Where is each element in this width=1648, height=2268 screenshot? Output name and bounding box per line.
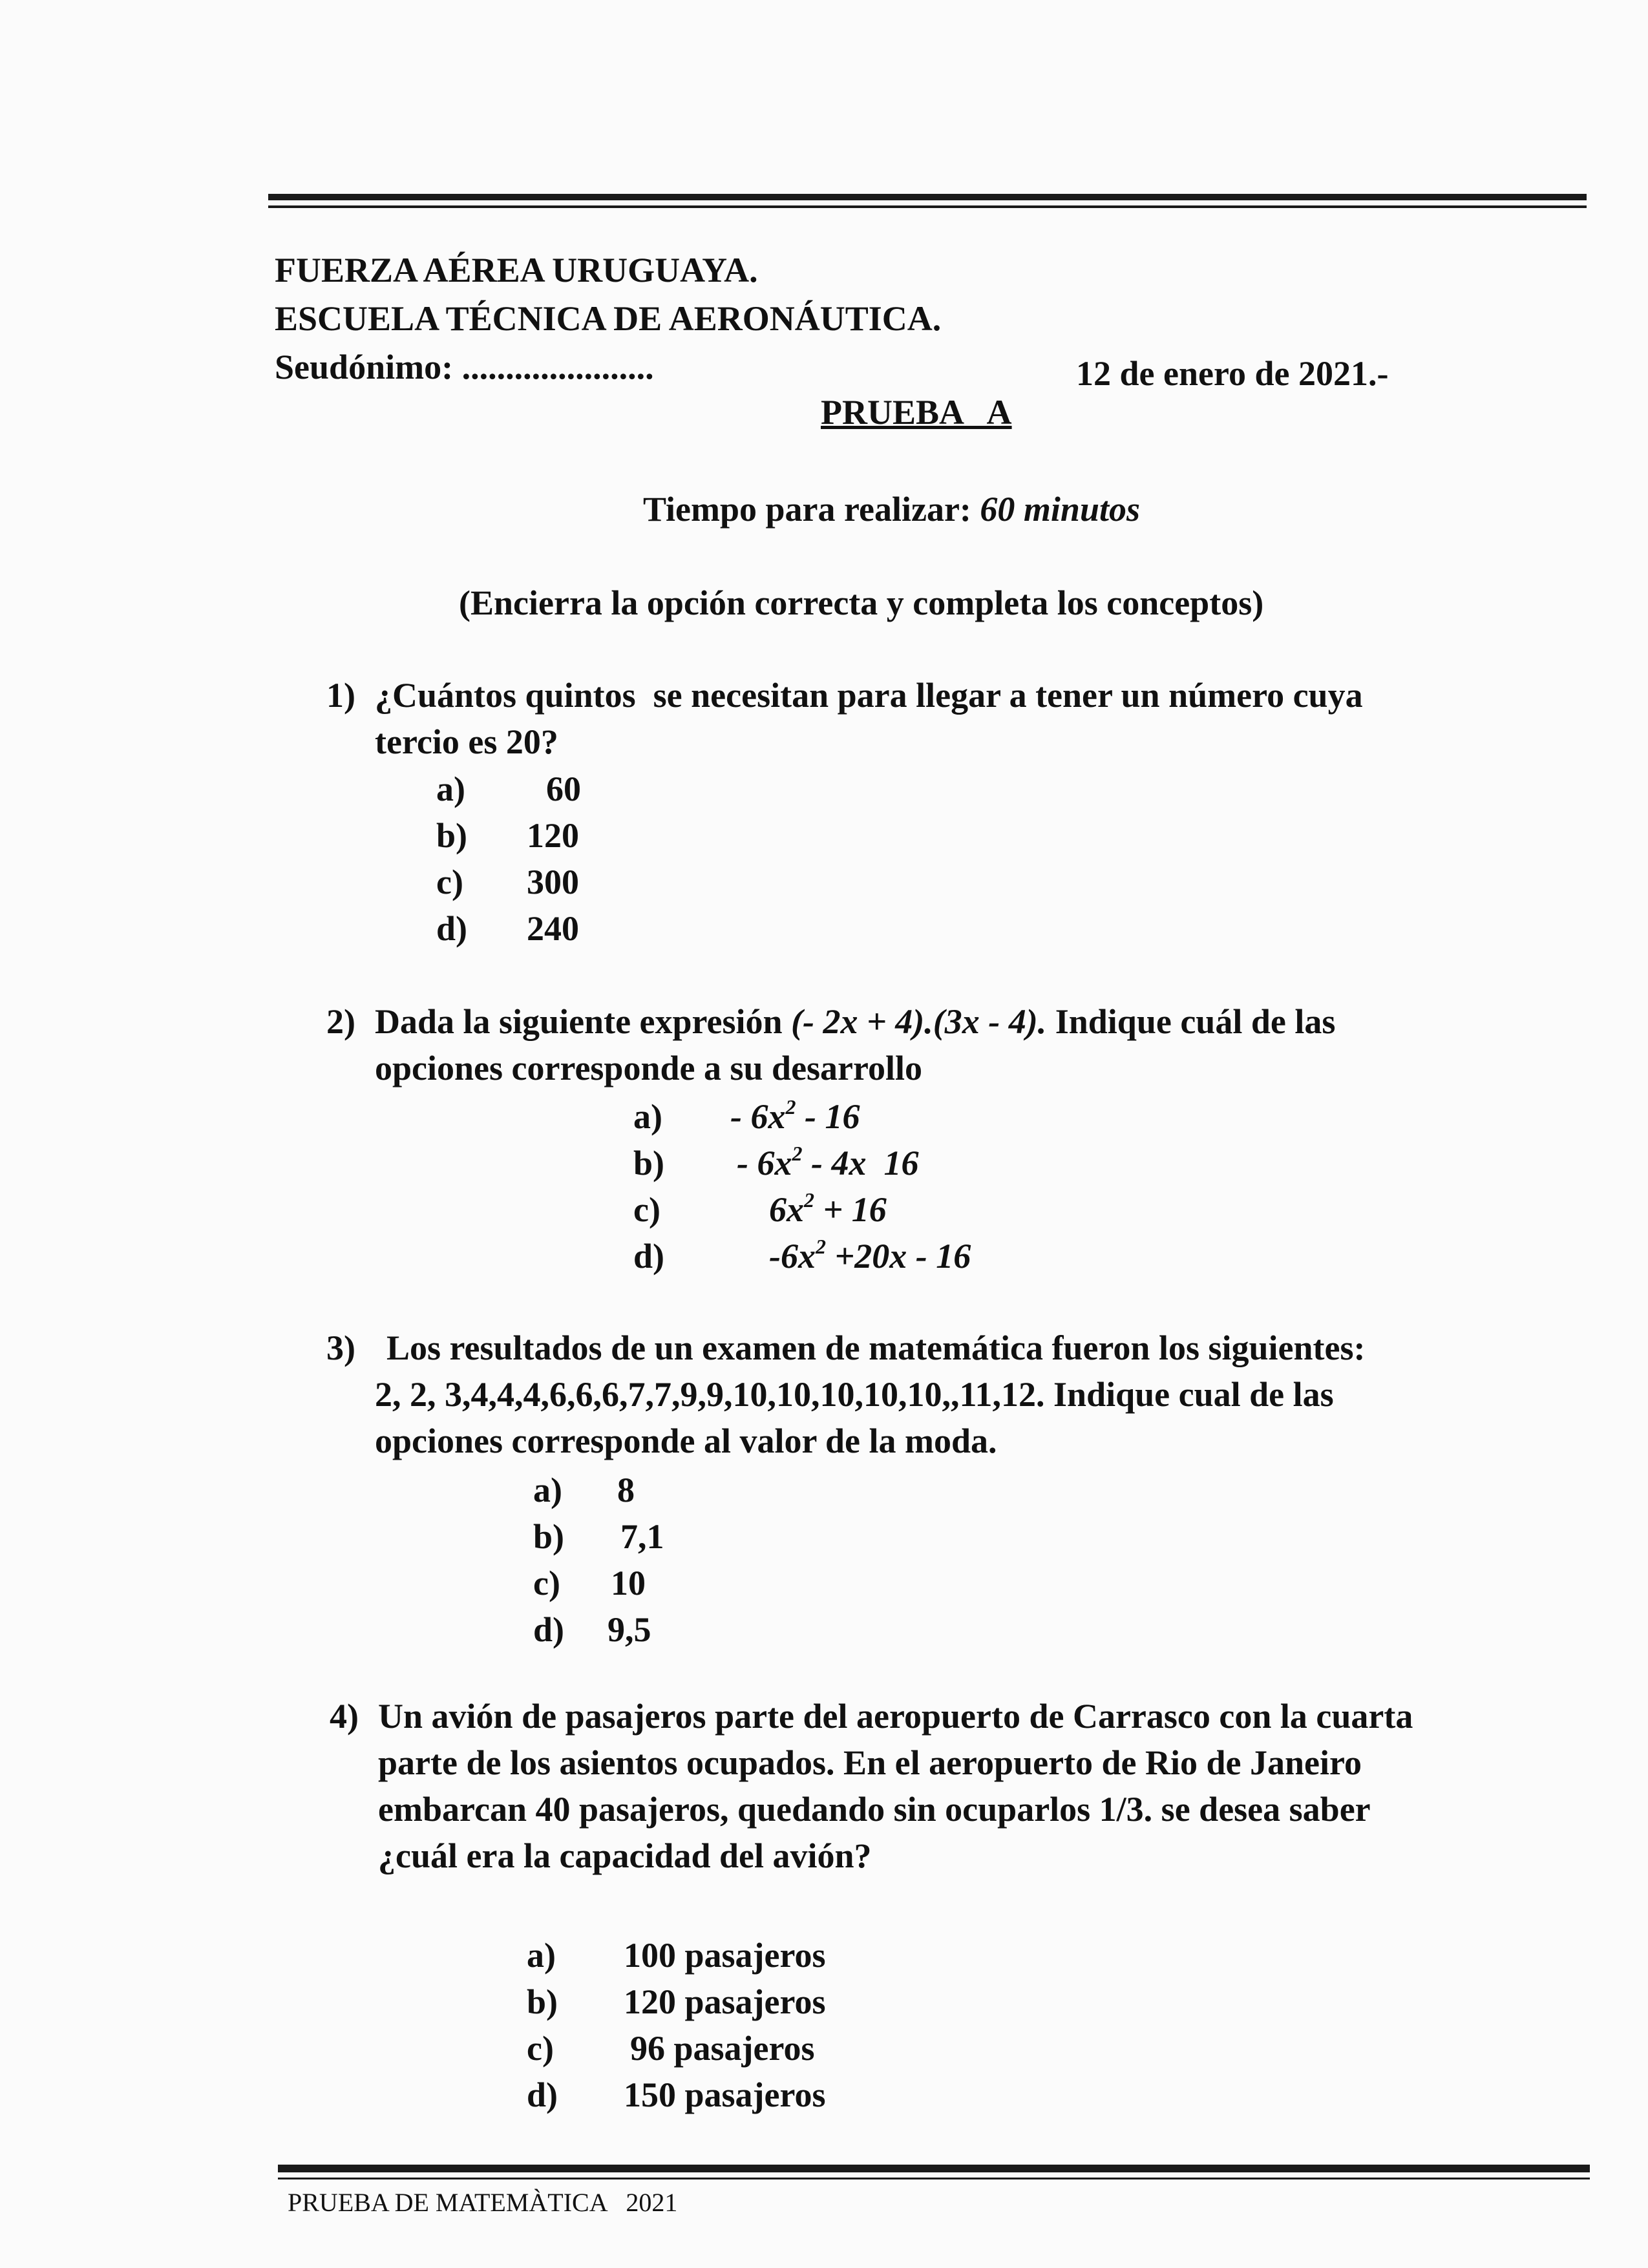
option-term: 6x bbox=[769, 1190, 804, 1229]
q4-option-c[interactable] bbox=[527, 2025, 815, 2072]
option-term: - 6x bbox=[737, 1144, 792, 1182]
option-term-rest: + 16 bbox=[814, 1190, 887, 1229]
q2-option-a[interactable] bbox=[633, 1093, 860, 1140]
question-1-line-2: tercio es 20? bbox=[375, 722, 558, 761]
q3-option-b[interactable] bbox=[533, 1513, 664, 1560]
institution-name: FUERZA AÉREA URUGUAYA. bbox=[275, 251, 758, 289]
q4-option-d[interactable] bbox=[527, 2072, 826, 2118]
q1-option-c[interactable] bbox=[436, 859, 579, 905]
option-letter: b) bbox=[436, 816, 468, 855]
option-letter: d) bbox=[527, 2075, 558, 2114]
question-2-line-2: opciones corresponde a su desarrollo bbox=[375, 1049, 923, 1087]
question-3-line-1: Los resultados de un examen de matemática fueron los siguientes: bbox=[386, 1328, 1366, 1367]
option-value: 120 bbox=[527, 816, 579, 855]
test-title: PRUEBA A bbox=[821, 393, 1012, 432]
top-rule-thin bbox=[268, 205, 1587, 208]
top-rule bbox=[268, 194, 1587, 200]
q1-option-a[interactable] bbox=[436, 766, 581, 812]
bottom-rule bbox=[278, 2165, 1590, 2172]
option-value: 60 bbox=[546, 770, 581, 808]
option-letter: c) bbox=[436, 863, 463, 901]
option-letter: d) bbox=[436, 909, 468, 948]
option-value: 10 bbox=[611, 1564, 646, 1602]
q2-option-b[interactable] bbox=[633, 1140, 919, 1186]
question-4-line-1: Un avión de pasajeros parte del aeropuerto de Carrasco con la cuarta bbox=[378, 1697, 1413, 1736]
option-value: 300 bbox=[527, 863, 579, 901]
footer-text: PRUEBA DE MATEMÀTICA 2021 bbox=[288, 2188, 678, 2217]
option-value: 9,5 bbox=[607, 1610, 651, 1649]
q3-option-a[interactable] bbox=[533, 1467, 635, 1513]
question-4-number: 4) bbox=[330, 1697, 359, 1736]
option-term: - 6x bbox=[730, 1097, 786, 1136]
option-value: 120 pasajeros bbox=[624, 1982, 826, 2021]
option-letter: c) bbox=[633, 1190, 660, 1229]
option-term-rest: - 4x 16 bbox=[802, 1144, 919, 1182]
question-3-number: 3) bbox=[326, 1328, 355, 1367]
option-value: 8 bbox=[617, 1471, 635, 1509]
question-4-line-3: embarcan 40 pasajeros, quedando sin ocuparlos 1/3. se desea saber bbox=[378, 1790, 1371, 1829]
option-term-rest: - 16 bbox=[796, 1097, 860, 1136]
q2-option-c[interactable] bbox=[633, 1186, 887, 1233]
option-letter: b) bbox=[633, 1144, 665, 1182]
option-letter: a) bbox=[633, 1097, 662, 1136]
option-term-rest: +20x - 16 bbox=[825, 1237, 971, 1276]
option-term: -6x bbox=[769, 1237, 816, 1276]
question-1-line-1: ¿Cuántos quintos se necesitan para llegar a tener un número cuya bbox=[375, 676, 1363, 715]
question-3-line-3: opciones corresponde al valor de la moda. bbox=[375, 1422, 997, 1460]
option-value: 96 pasajeros bbox=[630, 2029, 815, 2068]
question-3-line-2: 2, 2, 3,4,4,4,6,6,6,7,7,9,9,10,10,10,10,10,,11,12. Indique cual de las bbox=[375, 1375, 1334, 1414]
option-letter: d) bbox=[633, 1237, 665, 1276]
option-value bbox=[737, 1140, 918, 1186]
option-letter: c) bbox=[533, 1564, 560, 1602]
option-letter: b) bbox=[527, 1982, 558, 2021]
option-exponent: 2 bbox=[804, 1188, 814, 1212]
time-value: 60 minutos bbox=[980, 490, 1141, 529]
option-value bbox=[769, 1186, 887, 1233]
question-4-line-4: ¿cuál era la capacidad del avión? bbox=[378, 1836, 872, 1875]
option-letter: c) bbox=[527, 2029, 554, 2068]
q4-option-b[interactable] bbox=[527, 1979, 826, 2025]
instructions: (Encierra la opción correcta y completa los conceptos) bbox=[459, 583, 1264, 622]
question-2-post: Indique cuál de las bbox=[1046, 1002, 1336, 1041]
question-2-expression: (- 2x + 4).(3x - 4). bbox=[791, 1002, 1047, 1041]
time-allowed bbox=[643, 488, 1140, 530]
option-letter: b) bbox=[533, 1517, 565, 1556]
bottom-rule-thin bbox=[278, 2178, 1590, 2179]
option-value: 7,1 bbox=[620, 1517, 664, 1556]
option-exponent: 2 bbox=[785, 1095, 796, 1118]
option-exponent: 2 bbox=[815, 1235, 826, 1258]
q1-option-b[interactable] bbox=[436, 812, 579, 859]
school-name: ESCUELA TÉCNICA DE AERONÁUTICA. bbox=[275, 299, 942, 338]
option-value: 100 pasajeros bbox=[624, 1936, 826, 1975]
q1-option-d[interactable] bbox=[436, 905, 579, 952]
q3-option-c[interactable] bbox=[533, 1560, 646, 1606]
option-letter: a) bbox=[527, 1936, 556, 1975]
option-value: 240 bbox=[527, 909, 579, 948]
option-letter: a) bbox=[436, 770, 465, 808]
option-value bbox=[730, 1093, 860, 1140]
q3-option-d[interactable] bbox=[533, 1606, 651, 1653]
question-2-number: 2) bbox=[326, 1002, 355, 1041]
option-letter: d) bbox=[533, 1610, 565, 1649]
exam-date: 12 de enero de 2021.- bbox=[1076, 354, 1389, 393]
option-letter: a) bbox=[533, 1471, 562, 1509]
question-4-line-2: parte de los asientos ocupados. En el aeropuerto de Rio de Janeiro bbox=[378, 1743, 1362, 1782]
q2-option-d[interactable] bbox=[633, 1233, 971, 1279]
time-label: Tiempo para realizar: bbox=[643, 490, 980, 529]
q4-option-a[interactable] bbox=[527, 1932, 826, 1979]
option-exponent: 2 bbox=[792, 1142, 803, 1165]
question-1-number: 1) bbox=[326, 676, 355, 715]
option-value bbox=[769, 1233, 971, 1279]
pseudonym-field: Seudónimo: ...................... bbox=[275, 348, 654, 386]
option-value: 150 pasajeros bbox=[624, 2075, 826, 2114]
question-2-line-1 bbox=[375, 998, 1335, 1045]
question-2-pre: Dada la siguiente expresión bbox=[375, 1002, 792, 1041]
